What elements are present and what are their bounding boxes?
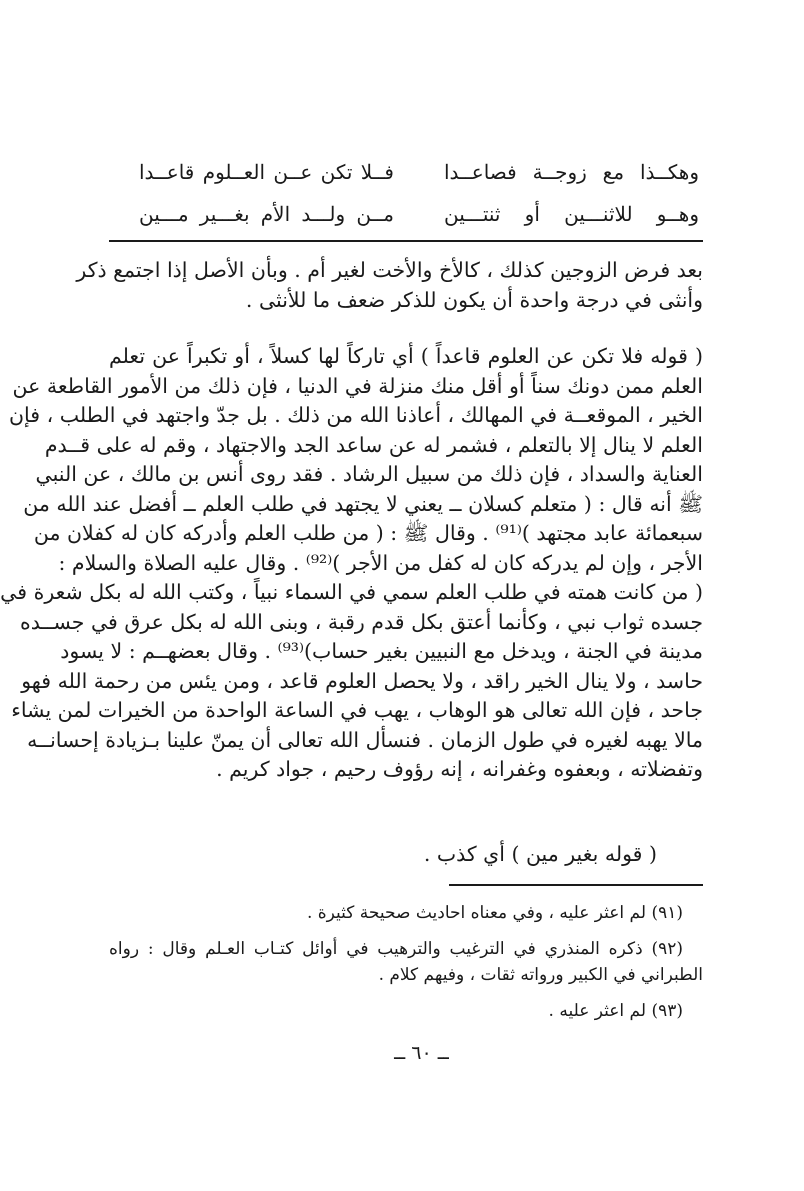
- text-line: مالا يهبه لغيره في طول الزمان . فنسأل الله تعالى أن يمنّ علينا بـزيادة إحسانــه: [27, 727, 703, 752]
- footnote-92: [109, 936, 703, 988]
- text-line: وأنثى في درجة واحدة أن يكون للذكر ضعف ما للأنثى .: [245, 287, 703, 312]
- paragraph-2: [0, 342, 703, 785]
- verse-divider-rule: [109, 240, 703, 242]
- text-line: سبعمائة عابد مجتهد )⁽⁹¹⁾ . وقال ﷺ : ( من طلب العلم وأدركه كان له كفلان من: [33, 521, 703, 545]
- text-line: الأجر ، وإن لم يدركه كان له كفل من الأجر )⁽⁹²⁾ . وقال عليه الصلاة والسلام :: [58, 550, 703, 575]
- text-line: وتفضلاته ، وبعفوه وغفرانه ، إنه رؤوف رحيم ، جواد كريم .: [216, 757, 703, 781]
- verse-line-1: [139, 152, 699, 192]
- text-line: مدينة في الجنة ، ويدخل مع النبيين بغير حساب)⁽⁹³⁾ . وقال بعضهــم : لا يسود: [60, 639, 703, 663]
- verse-1-first-hemistich: وهكــذا مع زوجــة فصاعــدا: [444, 160, 699, 184]
- footnote-line: (٩٣) لم اعثر عليه .: [548, 1001, 683, 1021]
- footnote-divider-rule: [449, 884, 703, 886]
- text-line: الخير ، الموقعــة في المهالك ، أعاذنا الله من ذلك . بل جدّ واجتهد في الطلب ، فإن: [9, 403, 703, 427]
- verse-1-second-hemistich: فــلا تكن عــن العــلوم قاعــدا: [139, 160, 394, 184]
- verse-line-2: [139, 194, 699, 234]
- text-line: ﷺ أنه قال : ( متعلم كسلان ــ يعني لا يجتهد في طلب العلم ــ أفضل عند الله من: [23, 491, 703, 516]
- footnote-line: الطبراني في الكبير ورواته ثقات ، وفيهم كلام .: [378, 965, 703, 985]
- text-line: العلم ممن دونك سناً أو أقل منك منزلة في الدنيا ، فإن ذلك من الأمور القاطعة عن: [12, 373, 703, 398]
- footnote-91: [109, 900, 703, 926]
- paragraph-3: [109, 840, 703, 870]
- text-line: العناية والسداد ، فإن ذلك من سبيل الرشاد . فقد روى أنس بن مالك ، عن النبي: [35, 462, 703, 486]
- text-line: جسده ثواب نبي ، وكأنما أعتق بكل قدم رقبة ، وبنى الله له بكل عرق في جســده: [19, 609, 703, 634]
- page-number: ــ ٦٠ ــ: [394, 1042, 449, 1064]
- footnote-line: (٩١) لم اعثر عليه ، وفي معناه احاديث صحيحة كثيرة .: [306, 903, 683, 923]
- verse-2-second-hemistich: مــن ولـــد الأم بغـــير مـــين: [139, 202, 394, 226]
- footnote-93: [109, 998, 703, 1024]
- text-line: ( قوله بغير مين ) أي كذب .: [423, 842, 657, 866]
- text-line: حاسد ، ولا ينال الخير راقد ، ولا يحصل العلوم قاعد ، ومن يئس من رحمة الله فهو: [21, 668, 703, 693]
- footnotes: [109, 900, 703, 1034]
- verse-2-first-hemistich: وهــو للاثنـــين أو ثنتـــين: [444, 202, 699, 226]
- text-line: ( من كانت همته في طلب العلم سمي في السماء نبياً ، وكتب الله له بكل شعرة في: [0, 580, 703, 604]
- paragraph-1: [76, 256, 703, 315]
- text-line: جاحد ، فإن الله تعالى هو الوهاب ، يهب في الساعة الواحدة من الخيرات لمن يشاء: [11, 698, 703, 722]
- text-line: العلم لا ينال إلا بالتعلم ، فشمر له عن ساعد الجد والاجتهاد ، وقم له على قــدم: [44, 432, 703, 457]
- text-line: بعد فرض الزوجين كذلك ، كالأخ والأخت لغير أم . وبأن الأصل إذا اجتمع ذكر: [76, 258, 703, 282]
- text-line: ( قوله فلا تكن عن العلوم قاعداً ) أي تاركاً لها كسلاً ، أو تكبراً عن تعلم: [109, 344, 703, 368]
- footnote-line: (٩٢) ذكره المنذري في الترغيب والترهيب في أوائل كتـاب العـلم وقال : رواه: [109, 939, 683, 959]
